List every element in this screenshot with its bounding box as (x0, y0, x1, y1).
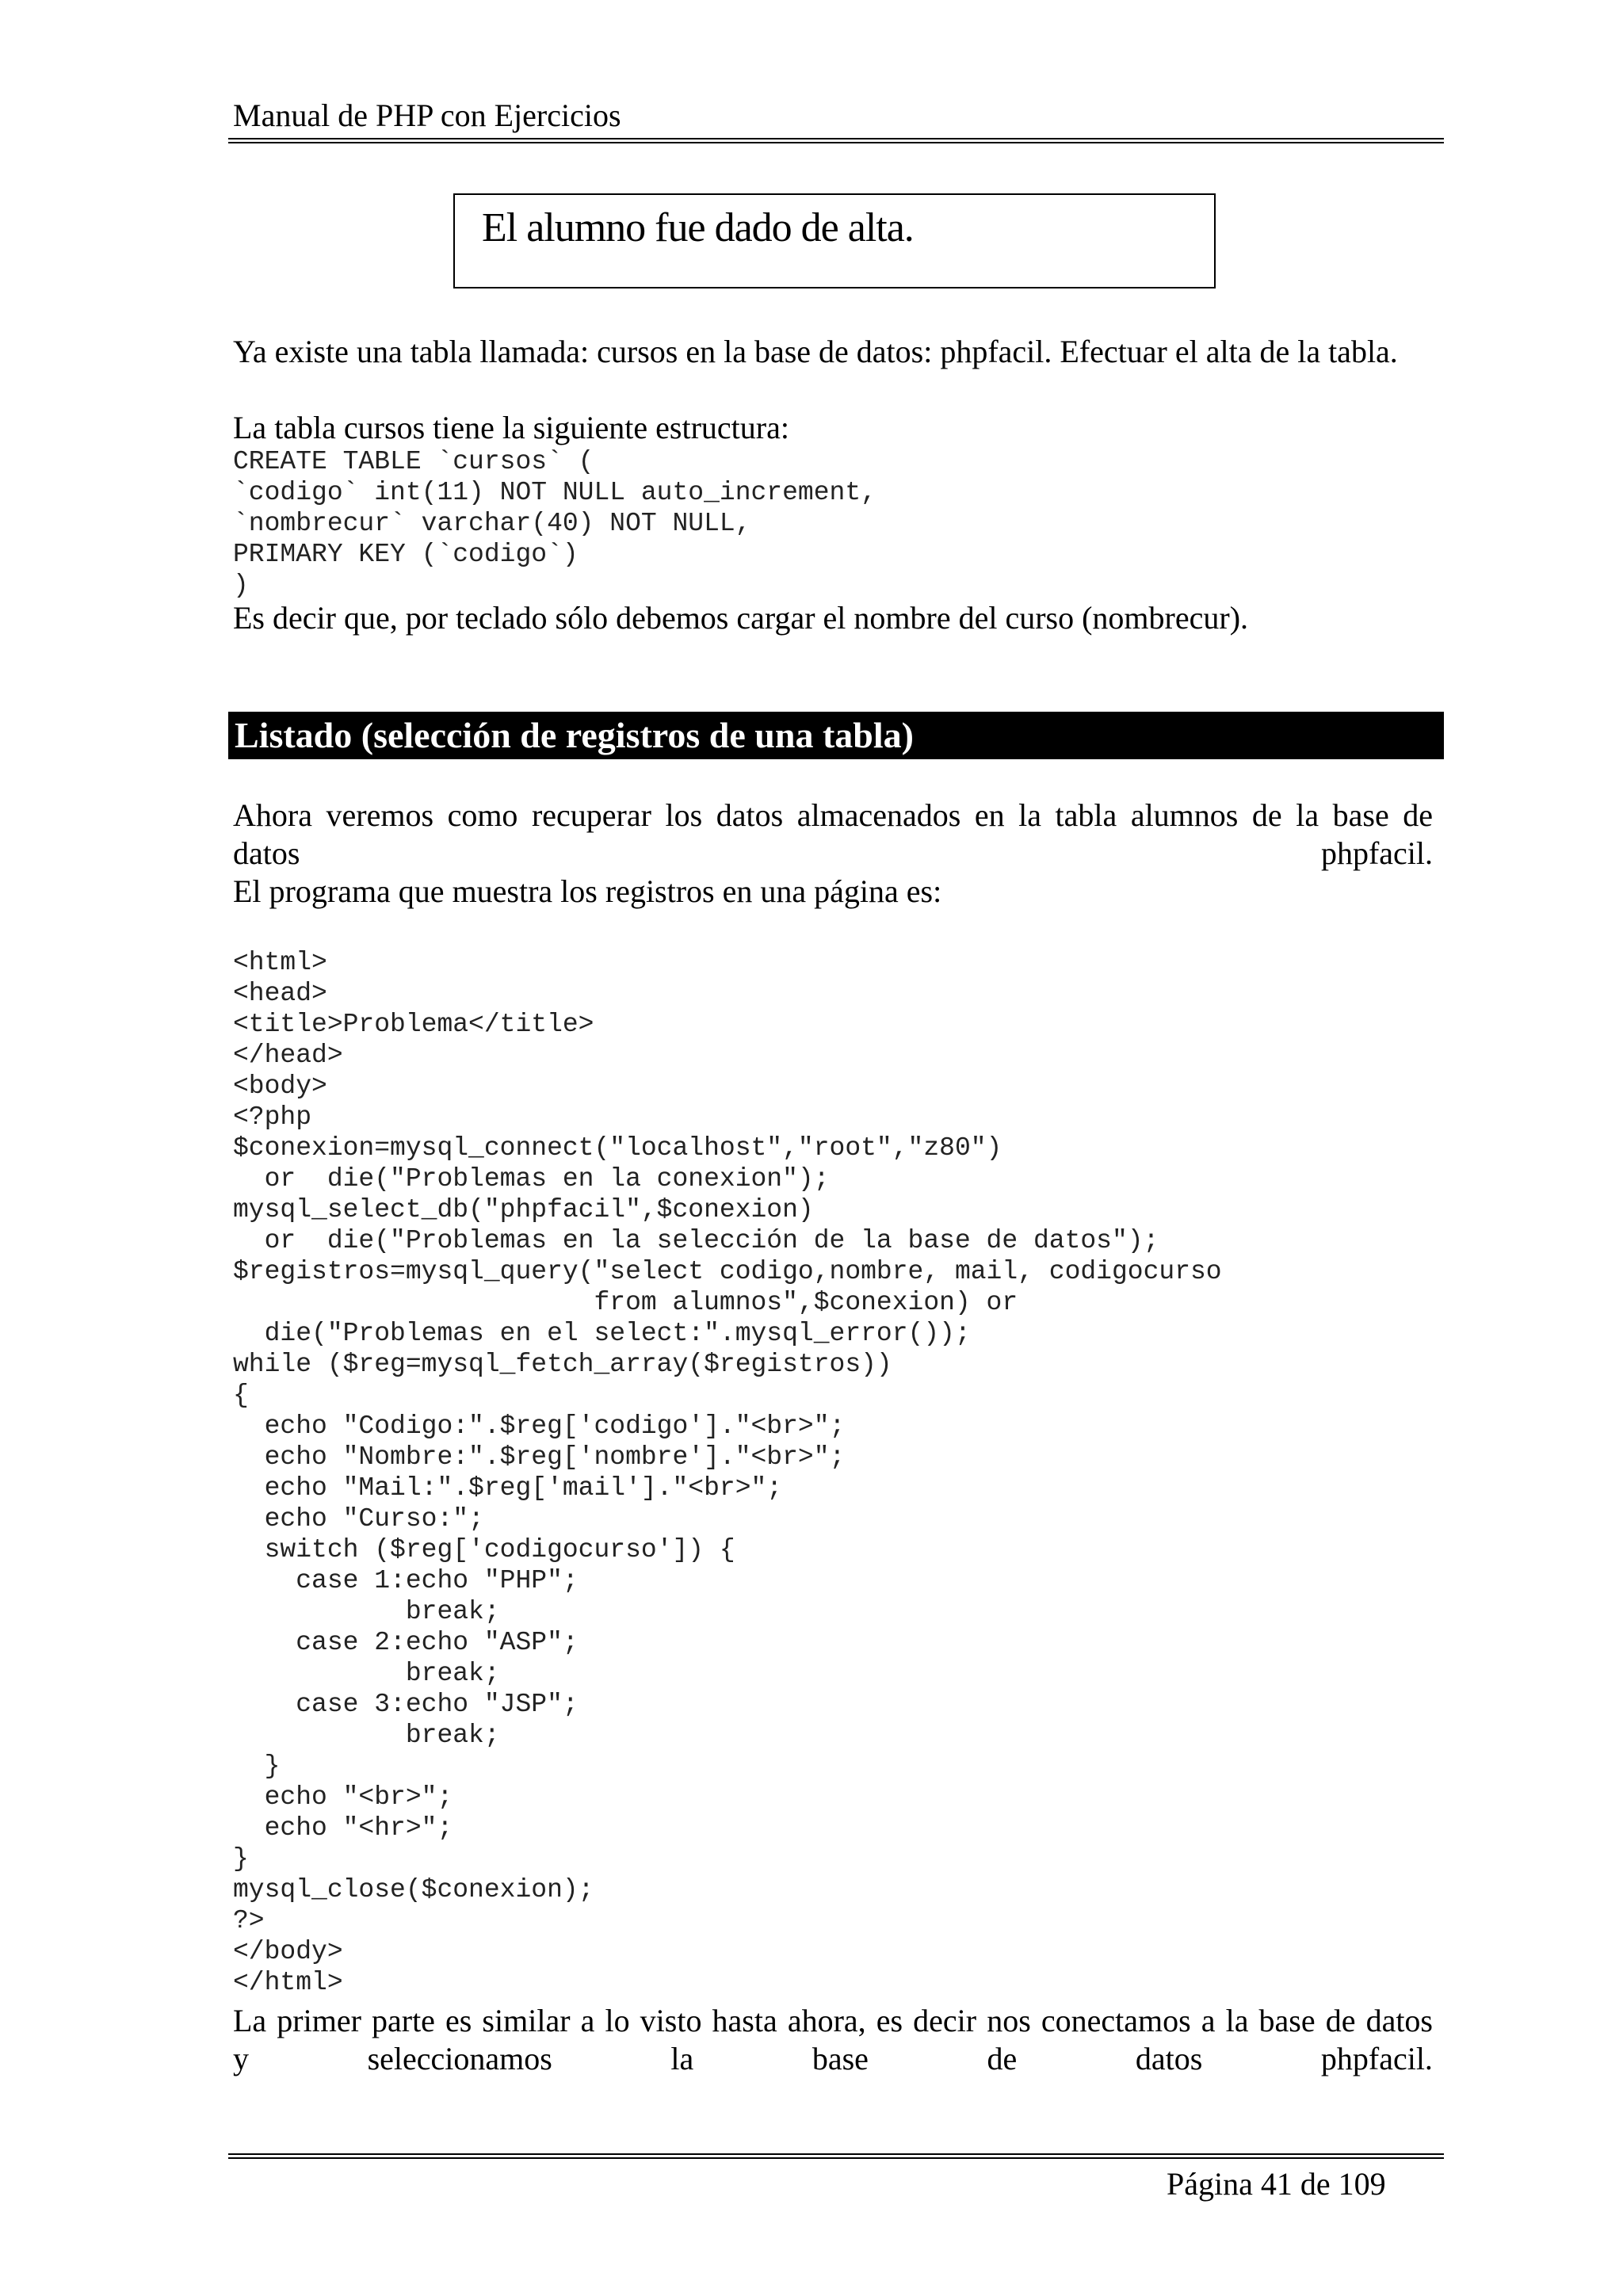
closing-line-1: La primer parte es similar a lo visto hasta ahora, es decir nos conectamos a la base de datos (233, 2003, 1433, 2038)
running-header: Manual de PHP con Ejercicios (233, 97, 621, 133)
header-rule (228, 138, 1444, 139)
closing-line-2 (233, 2040, 1433, 2078)
listing-intro-paragraph (233, 797, 1433, 873)
closing-word: datos (1135, 2041, 1203, 2076)
page-number: Página 41 de 109 (1167, 2166, 1386, 2202)
closing-word: seleccionamos (367, 2041, 552, 2076)
closing-word: la (670, 2041, 694, 2076)
program-intro: El programa que muestra los registros en una página es: (233, 873, 942, 909)
closing-word: phpfacil. (1320, 2041, 1433, 2076)
closing-paragraph (233, 2002, 1433, 2078)
create-table-sql: CREATE TABLE `cursos` ( `codigo` int(11) NOT NULL auto_increment, `nombrecur` varchar(40) NOT NULL, PRIMARY KEY (`codigo`) ) (233, 447, 876, 600)
php-listing-code: <html> <head> <title>Problema</title> </head> <body> <?php $conexion=mysql_connect("localhost","root","z80") or die("Problemas en la conexion"); mysql_select_db("phpfacil",$conexion) or die("Problemas en la selección de la base de datos"); $registros=mysql_query("select codigo,nombre, mail, codigocurso from alumnos",$conexion) or die("Problemas en el select:".mysql_error()); while ($reg=mysql_fetch_array($registros)) { echo "Codigo:".$reg['codigo']."<br>"; echo "Nombre:".$reg['nombre']."<br>"; echo "Mail:".$reg['mail']."<br>"; echo "Curso:"; switch ($reg['codigocurso']) { case 1:echo "PHP"; break; case 2:echo "ASP"; break; case 3:echo "JSP"; break; } echo "<br>"; echo "<hr>"; } mysql_close($conexion); ?> </body> </html> (233, 948, 1222, 1997)
listing-intro-text: Ahora veremos como recuperar los datos almacenados en la tabla alumnos de la base de (233, 797, 1433, 833)
closing-word: y (233, 2041, 249, 2076)
header-rule-double (228, 142, 1444, 143)
footer-rule (228, 2153, 1444, 2155)
output-screenshot (453, 193, 1216, 288)
section-heading-bar (228, 712, 1444, 759)
closing-word: base (812, 2041, 869, 2076)
listing-intro-word-datos: datos (233, 835, 300, 871)
listing-intro-word-phpfacil: phpfacil. (1320, 835, 1433, 871)
listing-intro-line-1 (233, 797, 1433, 835)
closing-word: de (987, 2041, 1018, 2076)
output-message: El alumno fue dado de alta. (482, 205, 914, 250)
nombrecur-note: Es decir que, por teclado sólo debemos cargar el nombre del curso (nombrecur). (233, 600, 1249, 636)
listing-intro-line-2 (233, 835, 1433, 873)
intro-paragraph: Ya existe una tabla llamada: cursos en la base de datos: phpfacil. Efectuar el alta de la tabla. (233, 334, 1398, 369)
section-heading: Listado (selección de registros de una tabla) (235, 715, 914, 755)
footer-rule-double (228, 2157, 1444, 2159)
structure-intro: La tabla cursos tiene la siguiente estructura: (233, 410, 789, 445)
